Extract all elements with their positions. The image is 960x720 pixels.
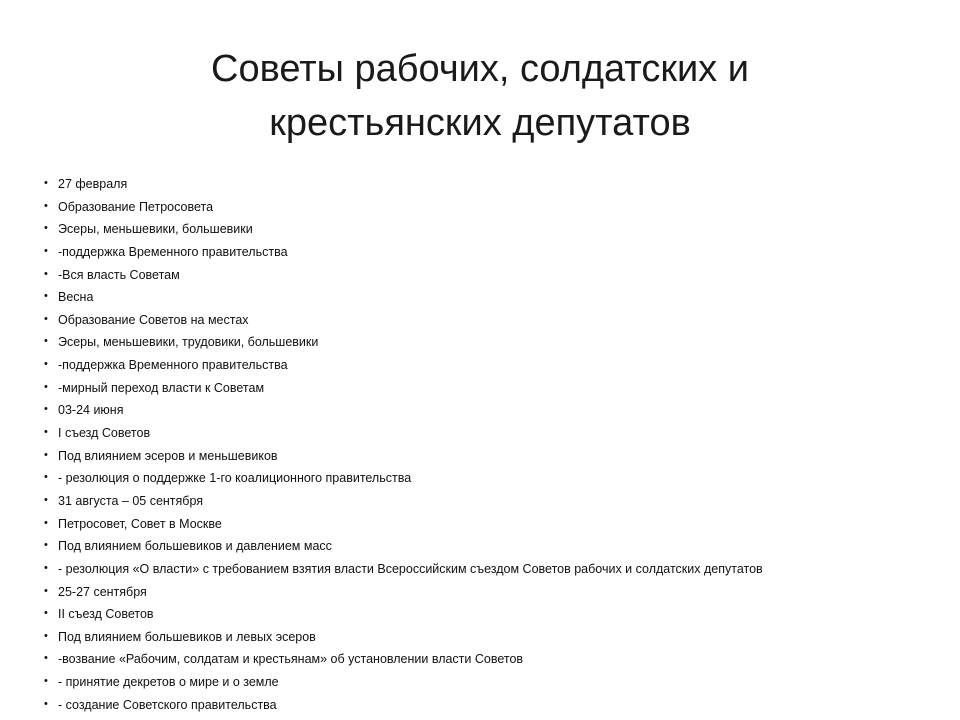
list-item (44, 218, 924, 241)
list-item (44, 490, 924, 513)
list-item-text: -поддержка Временного правительства (58, 244, 288, 259)
slide-title-line-2: крестьянских депутатов (269, 102, 691, 144)
list-item (44, 558, 924, 581)
list-item-text: Под влиянием эсеров и меньшевиков (58, 448, 278, 463)
list-item (44, 513, 924, 536)
list-item-text: - создание Советского правительства (58, 697, 277, 712)
list-item-text: Весна (58, 290, 94, 305)
list-item (44, 422, 924, 445)
bullet-icon: • (44, 244, 48, 257)
list-item (44, 309, 924, 332)
list-item-text: -мирный переход власти к Советам (58, 380, 265, 395)
list-item (44, 626, 924, 649)
list-item-text: II съезд Советов (58, 607, 154, 622)
list-item-text: Под влиянием большевиков и давлением масс (58, 539, 332, 554)
bullet-list (44, 173, 924, 716)
bullet-icon: • (44, 448, 48, 461)
list-item (44, 694, 924, 717)
bullet-icon: • (44, 493, 48, 506)
list-item-text: Под влиянием большевиков и левых эсеров (58, 629, 316, 644)
list-item (44, 467, 924, 490)
list-item (44, 399, 924, 422)
list-item-text: 25-27 сентября (58, 584, 147, 599)
list-item (44, 377, 924, 400)
list-item-text: -возвание «Рабочим, солдатам и крестьянам» об установлении власти Советов (58, 652, 524, 667)
bullet-icon: • (44, 222, 48, 235)
list-item-text: 27 февраля (58, 177, 128, 191)
bullet-icon: • (44, 358, 48, 371)
slide-title (60, 42, 900, 150)
list-item (44, 264, 924, 287)
list-item-text: - резолюция «О власти» с требованием взятия власти Всероссийским съездом Советов рабочих и солдатских депутатов (58, 561, 763, 576)
list-item (44, 196, 924, 219)
bullet-icon: • (44, 267, 48, 280)
bullet-icon: • (44, 290, 48, 303)
bullet-icon: • (44, 426, 48, 439)
list-item-text: -поддержка Временного правительства (58, 358, 288, 373)
list-item-text: - принятие декретов о мире и о земле (58, 675, 279, 690)
list-item-text: 31 августа – 05 сентября (58, 493, 204, 508)
bullet-icon: • (44, 652, 48, 665)
bullet-icon: • (44, 675, 48, 688)
list-item (44, 354, 924, 377)
list-item (44, 331, 924, 354)
list-item (44, 241, 924, 264)
list-item-text: 03-24 июня (58, 403, 124, 418)
bullet-icon: • (44, 629, 48, 642)
list-item (44, 603, 924, 626)
bullet-icon: • (44, 697, 48, 710)
bullet-icon: • (44, 312, 48, 325)
list-item (44, 445, 924, 468)
bullet-icon: • (44, 199, 48, 212)
bullet-icon: • (44, 516, 48, 529)
list-item (44, 535, 924, 558)
bullet-icon: • (44, 584, 48, 597)
list-item (44, 173, 924, 196)
list-item-text: -Вся власть Советам (58, 267, 180, 282)
list-item-text: I съезд Советов (58, 426, 151, 441)
list-item-text: - резолюция о поддержке 1-го коалиционного правительства (58, 471, 412, 486)
list-item (44, 648, 924, 671)
bullet-icon: • (44, 403, 48, 416)
list-item-text: Эсеры, меньшевики, трудовики, большевики (58, 335, 319, 350)
list-item (44, 671, 924, 694)
bullet-icon: • (44, 471, 48, 484)
bullet-icon: • (44, 335, 48, 348)
bullet-icon: • (44, 380, 48, 393)
list-item-text: Образование Советов на местах (58, 312, 249, 327)
bullet-icon: • (44, 607, 48, 620)
list-item-text: Петросовет, Совет в Москве (58, 516, 222, 531)
list-item-text: Эсеры, меньшевики, большевики (58, 222, 253, 237)
bullet-icon: • (44, 561, 48, 574)
list-item (44, 581, 924, 604)
list-item-text: Образование Петросовета (58, 199, 214, 214)
list-item (44, 286, 924, 309)
bullet-icon: • (44, 539, 48, 552)
slide-title-line-1: Советы рабочих, солдатских и (211, 48, 749, 90)
bullet-icon: • (44, 177, 48, 189)
